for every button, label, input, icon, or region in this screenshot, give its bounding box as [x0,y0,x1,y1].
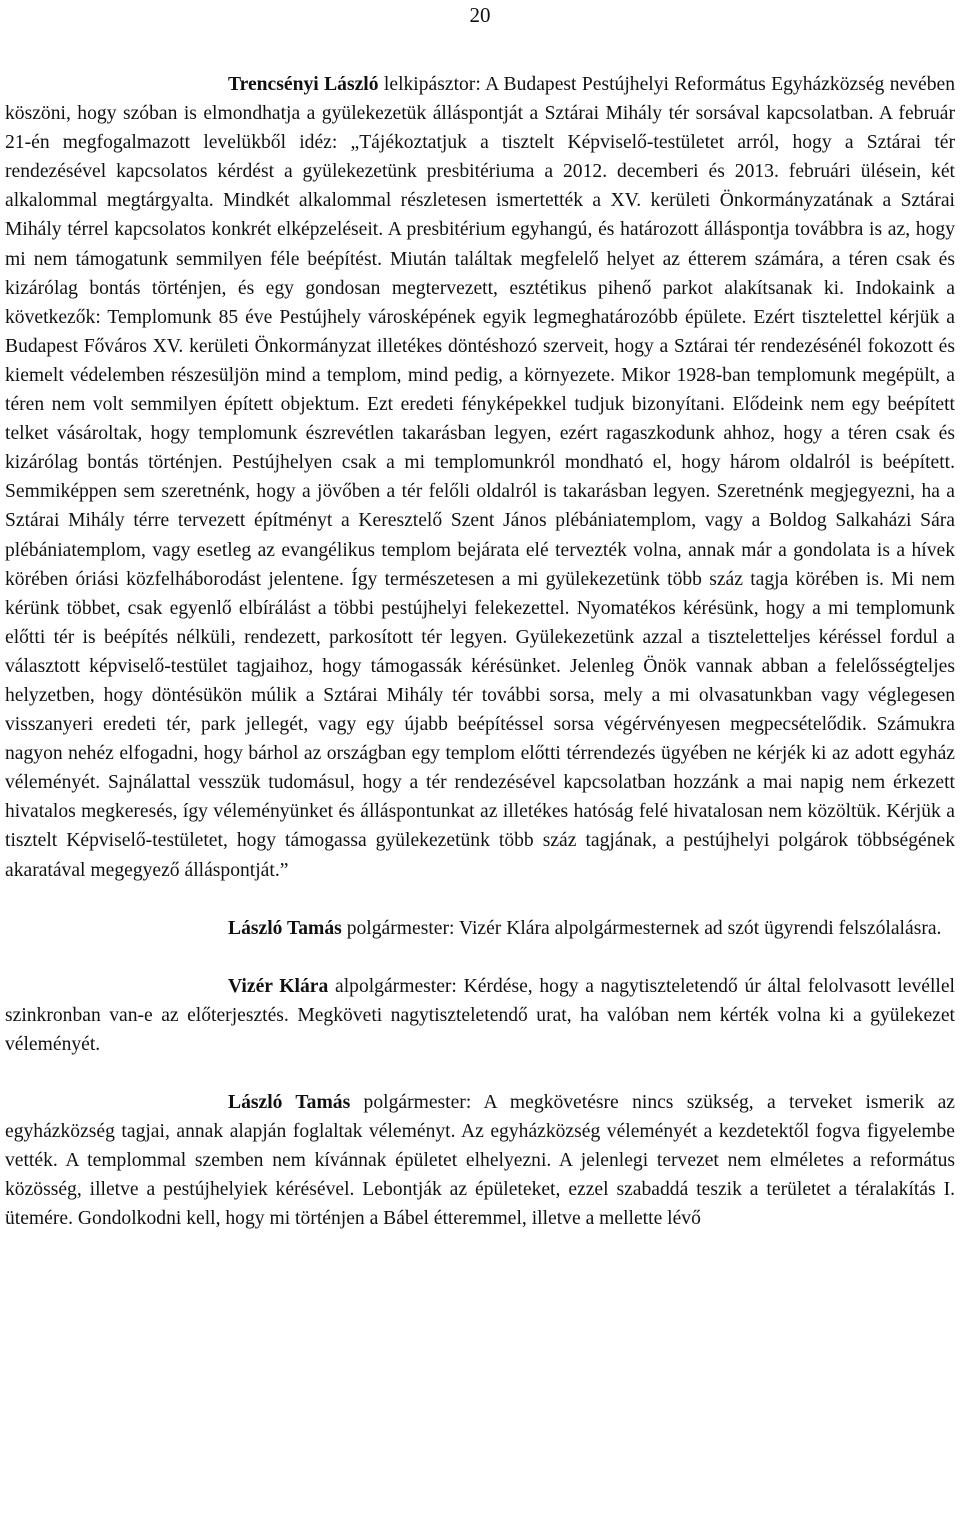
page-number: 20 [469,3,491,27]
paragraph-laszlo-1 [5,914,955,943]
paragraph-text: lelkipásztor: A Budapest Pestújhelyi Református Egyházközség nevében köszöni, hogy szóban is elmondhatja a gyülekezetük álláspontját a Sztárai Mihály tér sorsával kapcsolatban. A február 21-én megfogalmazott levelükből idéz: „Tájékoztatjuk a tisztelt Képviselő-testületet arról, hogy a Sztárai tér rendezésével kapcsolatos kérdést a gyülekezetünk presbitériuma a 2012. decemberi és 2013. februári ülésein, két alkalommal megtárgyalta. Mindkét alkalommal részletesen ismertették a XV. kerületi Önkormányzatának a Sztárai Mihály térrel kapcsolatos konkrét elképzeléseit. A presbitérium egyhangú, és határozott álláspontja továbbra is az, hogy mi nem támogatunk semmilyen féle beépítést. Miután találtak megfelelő helyet az étterem számára, a téren csak és kizárólag bontás történjen, és egy gondosan megtervezett, esztétikus pihenő parkot alakítsanak ki. Indokaink a következők: Templomunk 85 éve Pestújhely városképének egyik legmeghatározóbb épülete. Ezért tisztelettel kérjük a Budapest Főváros XV. kerületi Önkormányzat illetékes döntéshozó szerveit, hogy a Sztárai tér rendezésénél fokozott és kiemelt védelemben részesüljön mind a templom, mind pedig, a környezete. Mikor 1928-ban templomunk megépült, a téren nem volt semmilyen épített objektum. Ezt eredeti fényképekkel tudjuk bizonyítani. Elődeink nem egy beépített telket vásároltak, hogy templomunk észrevétlen takarásban legyen, ezért ragaszkodunk ahhoz, hogy a téren csak és kizárólag bontás történjen. Pestújhelyen csak a mi templomunkról mondható el, hogy három oldalról is beépített. Semmiképpen sem szeretnénk, hogy a jövőben a tér felőli oldalról is takarásban legyen. Szeretnénk megjegyezni, ha a Sztárai Mihály térre tervezett építményt a Keresztelő Szent János plébániatemplom, vagy a Boldog Salkaházi Sára plébániatemplom, vagy esetleg az evangélikus templom bejárata elé tervezték volna, annak már a gondolata is a hívek körében óriási közfelháborodást jelentene. Így természetesen a mi gyülekezetünk több száz tagja körében is. Mi nem kérünk többet, csak egyenlő elbírálást a többi pestújhelyi felekezettel. Nyomatékos kérésünk, hogy a mi templomunk előtti tér is beépítés nélküli, rendezett, parkosított tér legyen. Gyülekezetünk azzal a tiszteletteljes kéréssel fordul a választott képviselő-testület tagjaihoz, hogy támogassák kérésünket. Jelenleg Önök vannak abban a felelősségteljes helyzetben, hogy döntésükön múlik a Sztárai Mihály tér további sorsa, mely a mi olvasatunkban vagy véglegesen visszanyeri eredeti tér, park jellegét, vagy egy újabb beépítéssel sorsa végérvényesen megpecsételődik. Számukra nagyon nehéz elfogadni, hogy bárhol az országban egy templom előtti térrendezés ügyében ne kérjék ki az adott egyház véleményét. Sajnálattal vesszük tudomásul, hogy a tér rendezésével kapcsolatban hozzánk a mai napig nem érkezett hivatalos megkeresés, így véleményünket és álláspontunkat az illetékes hatóság felé hivatalosan nem közöltük. Kérjük a tisztelt Képviselő-testületet, hogy támogassa gyülekezetünk több száz tagjának, a pestújhelyi polgárok többségének akaratával megegyező álláspontját.” [5,74,955,881]
speaker-name: Trencsényi László [228,74,379,95]
paragraph-text: alpolgármester: Kérdése, hogy a nagytiszteletendő úr által felolvasott levéllel szinkronban van-e az előterjesztés. Megköveti nagytiszteletendő urat, ha valóban nem kérték volna ki a gyülekezet véleményét. [5,975,956,1055]
paragraph-trencsenyi [5,70,955,885]
paragraph-laszlo-2 [5,1088,955,1233]
paragraph-vizer [5,972,955,1059]
speaker-name: László Tamás [228,1092,351,1113]
paragraph-text: polgármester: A megkövetésre nincs szükség, a terveket ismerik az egyházközség tagjai, annak alapján foglaltak véleményt. Az egyházközség véleményét a kezdetektől fogva figyelembe vették. A templommal szemben nem kívánnak épületet elhelyezni. A jelenlegi tervezet nem elméletes a református közösség, illetve a pestújhelyiek kérésével. Lebontják az épületeket, ezzel szabaddá teszik a területet a téralakítás I. ütemére. Gondolkodni kell, hogy mi történjen a Bábel étteremmel, illetve a mellette lévő [5,1092,955,1230]
document-body [5,70,955,1233]
paragraph-text: polgármester: Vizér Klára alpolgármesternek ad szót ügyrendi felszólalásra. [341,917,942,939]
speaker-name: Vizér Klára [228,975,329,997]
speaker-name: László Tamás [228,917,342,939]
